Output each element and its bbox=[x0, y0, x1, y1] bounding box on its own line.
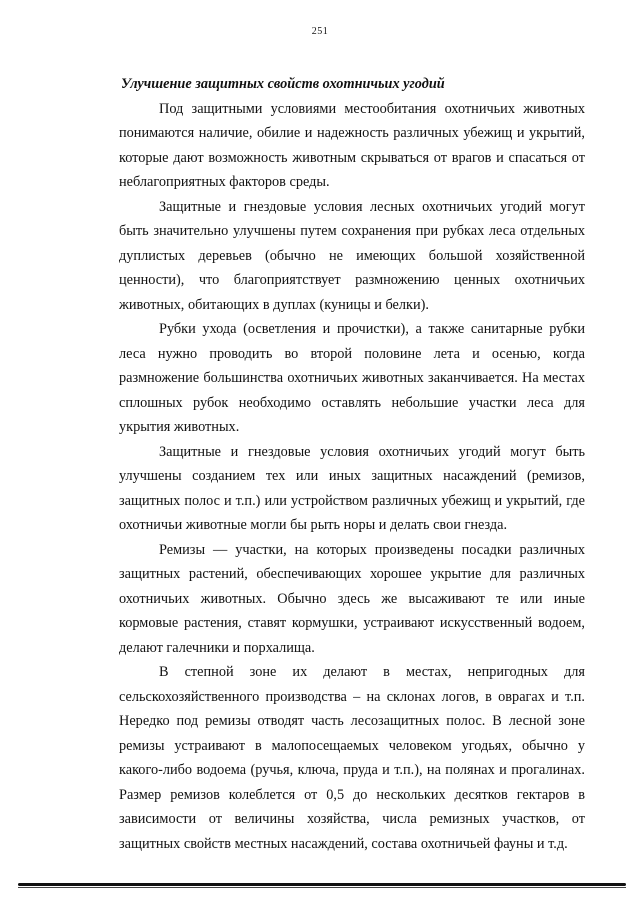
bottom-rule-thin bbox=[18, 887, 626, 888]
text-block bbox=[119, 72, 585, 856]
page-number: 251 bbox=[311, 26, 329, 37]
paragraph-6: В степной зоне их делают в местах, непригодных для сельскохозяйственного производства – на склонах логов, в оврагах и т.п. Нередко под ремизы отводят часть лесозащитных полос. В лесной зоне ремизы устраивают в малопосещаемых человеком угодьях, обычно у какого-либо водоема (ручья, ключа, пруда и т.п.), на полянах и прогалинах. Размер ремизов колеблется от 0,5 до нескольких десятков гектаров в зависимости от величины хозяйства, числа ремизных участков, от защитных свойств местных насаждений, состава охотничьей фауны и т.д. bbox=[119, 664, 585, 852]
paragraph-5: Ремизы — участки, на которых произведены посадки различных защитных растений, обеспечивающих хорошее укрытие для различных охотничьих животных. Обычно здесь же высаживают те или иные кормовые растения, ставят кормушки, устраивают искусственный водоем, делают галечники и порхалища. bbox=[119, 541, 585, 656]
paragraph-2: Защитные и гнездовые условия лесных охотничьих угодий могут быть значительно улучшены путем сохранения при рубках леса отдельных дуплистых деревьев (обычно не имеющих большой хозяйственной ценности), что благоприятствует размножению ценных охотничьих животных, обитающих в дуплах (куницы и белки). bbox=[119, 198, 585, 313]
bottom-rule bbox=[18, 883, 626, 886]
paragraph-1: Под защитными условиями местообитания охотничьих животных понимаются наличие, обилие и надежность различных убежищ и укрытий, которые дают возможность животным скрываться от врагов и спасаться от неблагоприятных факторов среды. bbox=[119, 100, 585, 190]
section-title: Улучшение защитных свойств охотничьих угодий bbox=[121, 76, 445, 92]
paragraph-3: Рубки ухода (осветления и прочистки), а также санитарные рубки леса нужно проводить во второй половине лета и осенью, когда размножение большинства охотничьих животных заканчивается. На местах сплошных рубок необходимо оставлять небольшие участки леса для укрытия животных. bbox=[119, 321, 585, 435]
paragraph-4: Защитные и гнездовые условия охотничьих угодий могут быть улучшены созданием тех или иных защитных насаждений (ремизов, защитных полос и т.п.) или устройством различных убежищ и укрытий, где охотничьи животные могли бы рыть норы и делать свои гнезда. bbox=[119, 443, 585, 533]
